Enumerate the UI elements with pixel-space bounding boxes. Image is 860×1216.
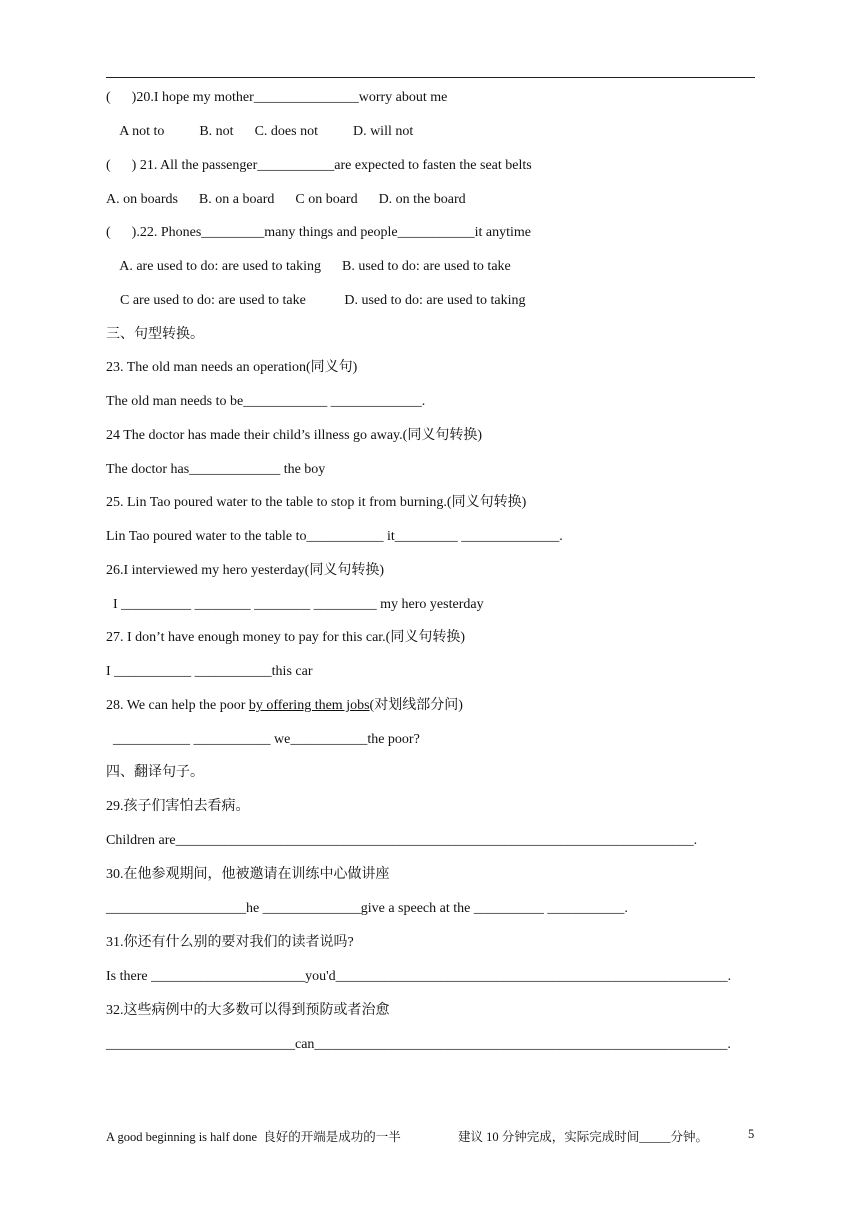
q23-stem: 23. The old man needs an operation(同义句) <box>106 360 358 375</box>
q20-options: A not to B. not C. does not D. will not <box>106 124 414 139</box>
section-3-heading: 三、句型转换。 <box>106 327 204 342</box>
q28-stem <box>106 697 463 715</box>
q30-answer: ____________________he ______________give a speech at the __________ ___________. <box>106 901 628 916</box>
q31-answer: Is there ______________________you'd________________________________________________________. <box>106 969 732 984</box>
q24-answer: The doctor has_____________ the boy <box>106 462 326 477</box>
q32-answer: ___________________________can___________________________________________________________. <box>106 1037 731 1052</box>
q28-underlined-phrase: by offering them jobs <box>248 698 370 713</box>
q23-answer: The old man needs to be____________ _____________. <box>106 394 426 409</box>
q29-stem: 29.孩子们害怕去看病。 <box>106 799 250 814</box>
q26-stem: 26.I interviewed my hero yesterday(同义句转换) <box>106 563 384 578</box>
q22-options-cd: C are used to do: are used to take D. used to do: are used to taking <box>106 293 526 308</box>
page-number: 5 <box>748 1127 755 1141</box>
q25-answer: Lin Tao poured water to the table to___________ it_________ ______________. <box>106 529 563 544</box>
header-rule <box>106 77 755 78</box>
q21-options: A. on boards B. on a board C on board D. on the board <box>106 192 466 207</box>
q26-answer: I __________ ________ ________ _________ my hero yesterday <box>106 597 484 612</box>
q22-stem: ( ).22. Phones_________many things and people___________it anytime <box>106 225 532 240</box>
q28-suffix: (对划线部分问) <box>369 698 463 713</box>
q27-answer: I ___________ ___________this car <box>106 664 313 679</box>
footer-motto: A good beginning is half done 良好的开端是成功的一半 <box>106 1130 401 1144</box>
q21-stem: ( ) 21. All the passenger___________are expected to fasten the seat belts <box>106 158 532 173</box>
q28-answer: ___________ ___________ we___________the poor? <box>106 732 420 747</box>
q28-prefix: 28. We can help the poor <box>106 698 249 713</box>
q32-stem: 32.这些病例中的大多数可以得到预防或者治愈 <box>106 1003 390 1018</box>
q30-stem: 30.在他参观期间，他被邀请在训练中心做讲座 <box>106 867 390 882</box>
q29-answer: Children are__________________________________________________________________________. <box>106 833 698 848</box>
footer-time-note: 建议 10 分钟完成，实际完成时间_____分钟。 <box>458 1130 709 1144</box>
section-4-heading: 四、翻译句子。 <box>106 765 204 780</box>
q25-stem: 25. Lin Tao poured water to the table to stop it from burning.(同义句转换) <box>106 495 527 510</box>
q31-stem: 31.你还有什么别的要对我们的读者说吗? <box>106 935 354 950</box>
q27-stem: 27. I don’t have enough money to pay for this car.(同义句转换) <box>106 630 466 645</box>
q24-stem: 24 The doctor has made their child’s illness go away.(同义句转换) <box>106 428 482 443</box>
q22-options-ab: A. are used to do: are used to taking B. used to do: are used to take <box>106 259 511 274</box>
q20-stem: ( )20.I hope my mother_______________worry about me <box>106 90 448 105</box>
